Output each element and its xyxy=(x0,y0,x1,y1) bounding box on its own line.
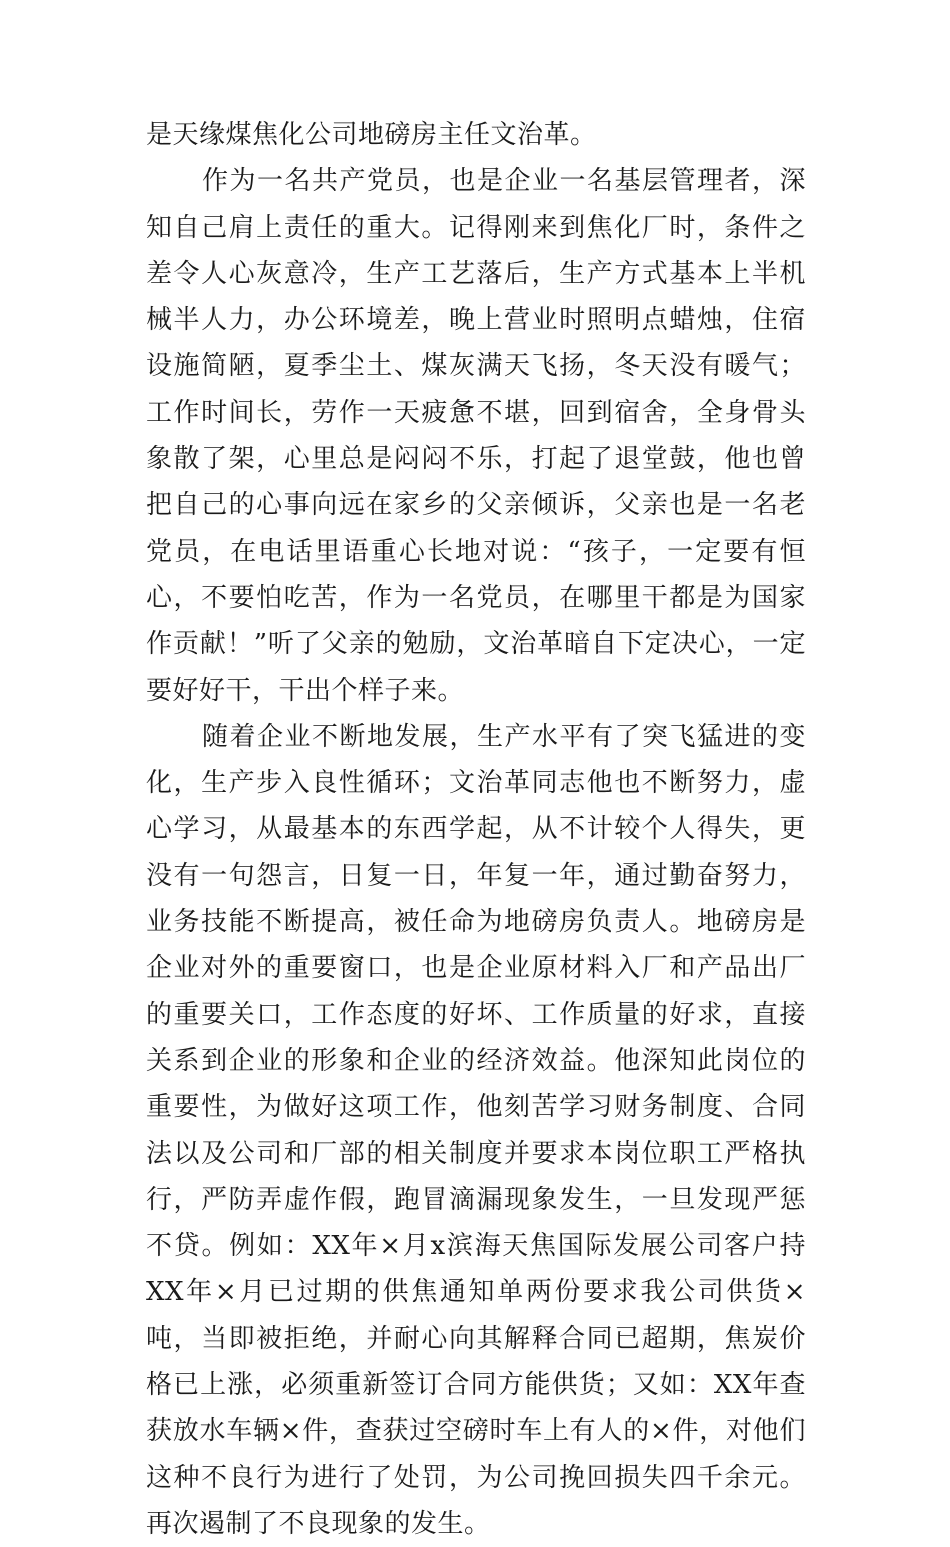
document-body xyxy=(146,112,806,1547)
paragraph-weighbridge-duty: 随着企业不断地发展，生产水平有了突飞猛进的变化，生产步入良性循环；文治革同志他也不断努力，虚心学习，从最基本的东西学起，从不计较个人得失，更没有一句怨言，日复一日，年复一年，通过勤奋努力，业务技能不断提高，被任命为地磅房负责人。地磅房是企业对外的重要窗口，也是企业原材料入厂和产品出厂的重要关口，工作态度的好坏、工作质量的好求，直接关系到企业的形象和企业的经济效益。他深知此岗位的重要性，为做好这项工作，他刻苦学习财务制度、合同法以及公司和厂部的相关制度并要求本岗位职工严格执行，严防弄虚作假，跑冒滴漏现象发生，一旦发现严惩不贷。例如：XX年×月x滨海天焦国际发展公司客户持XX年×月已过期的供焦通知单两份要求我公司供货×吨，当即被拒绝，并耐心向其解释合同已超期，焦炭价格已上涨，必须重新签订合同方能供货；又如：XX年查获放水车辆×件，查获过空磅时车上有人的×件，对他们这种不良行为进行了处罚，为公司挽回损失四千余元。再次遏制了不良现象的发生。 xyxy=(146,721,806,1539)
paragraph-party-member: 作为一名共产党员，也是企业一名基层管理者，深知自己肩上责任的重大。记得刚来到焦化厂时，条件之差令人心灰意冷，生产工艺落后，生产方式基本上半机械半人力，办公环境差，晚上营业时照明点蜡烛，住宿设施简陋，夏季尘土、煤灰满天飞扬，冬天没有暖气；工作时间长，劳作一天疲惫不堪，回到宿舍，全身骨头象散了架，心里总是闷闷不乐，打起了退堂鼓，他也曾把自己的心事向远在家乡的父亲倾诉，父亲也是一名老党员，在电话里语重心长地对说：“孩子，一定要有恒心，不要怕吃苦，作为一名党员，在哪里干都是为国家作贡献！”听了父亲的勉励，文治革暗自下定决心，一定要好好干，干出个样子来。 xyxy=(146,166,806,706)
paragraph-continuation: 是天缘煤焦化公司地磅房主任文治革。 xyxy=(146,120,597,150)
